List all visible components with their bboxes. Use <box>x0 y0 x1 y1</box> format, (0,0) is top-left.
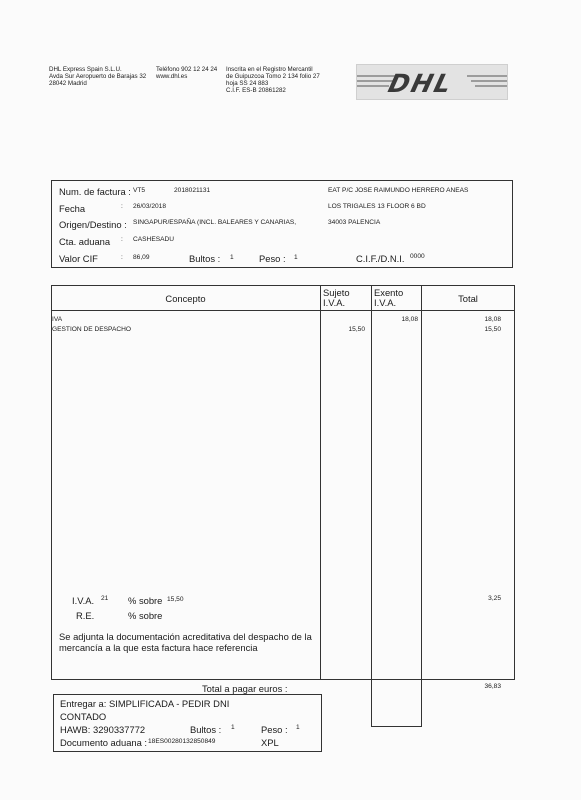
fecha-label: Fecha <box>59 203 86 214</box>
row-2-sujeto: 15,50 <box>348 326 365 333</box>
exento-bottom-line <box>371 726 422 727</box>
company-city: 28042 Madrid <box>49 80 87 87</box>
iva-sobre-value: 15,50 <box>167 596 184 603</box>
note-line-2: mercancía a la que esta factura hace referencia <box>59 642 258 653</box>
dhl-logo-text: DHL <box>385 69 457 98</box>
row-2-concepto: GESTION DE DESPACHO <box>52 326 132 333</box>
delivery-peso-value: 1 <box>296 724 300 731</box>
delivery-product: XPL <box>261 737 279 748</box>
invoice-number-code: VT5 <box>133 187 146 194</box>
registry-line-1: Inscrita en el Registro Mercantil <box>226 66 313 73</box>
row-1-total: 18,08 <box>484 316 501 323</box>
dhl-logo <box>356 64 508 100</box>
header-sujeto-1: Sujeto <box>323 287 350 298</box>
bultos-value: 1 <box>230 254 234 261</box>
iva-sobre-label: % sobre <box>128 595 163 606</box>
header-concepto: Concepto <box>165 293 206 304</box>
table-col-divider-exento <box>371 285 372 726</box>
iva-rate: 21 <box>101 595 109 602</box>
company-name: DHL Express Spain S.L.U. <box>49 66 122 73</box>
delivery-bultos-label: Bultos : <box>190 724 222 735</box>
delivery-line-2: CONTADO <box>60 711 107 722</box>
invoice-number-value: 2018021131 <box>174 187 211 194</box>
re-label: R.E. <box>76 610 95 621</box>
peso-value: 1 <box>294 254 298 261</box>
aduana-value: CASHESADU <box>133 236 175 243</box>
company-web: www.dhl.es <box>156 73 188 80</box>
registry-line-2: de Guipuzcoa Tomo 2 134 folio 27 <box>226 73 320 80</box>
origen-value: SINGAPUR/ESPAÑA (INCL. BALEARES Y CANARIAS, <box>133 219 297 226</box>
recipient-city: 34003 PALENCIA <box>328 219 381 226</box>
iva-label: I.V.A. <box>72 595 95 606</box>
peso-label: Peso : <box>259 253 286 264</box>
origen-label: Origen/Destino : <box>59 219 127 230</box>
valor-cif-value: 86,09 <box>133 254 150 261</box>
row-1-exento: 18,08 <box>401 316 418 323</box>
aduana-label: Cta. aduana <box>59 236 111 247</box>
re-sobre-label: % sobre <box>128 610 163 621</box>
recipient-street: LOS TRIGALES 13 FLOOR 6 BD <box>328 203 426 210</box>
header-sujeto-2: I.V.A. <box>323 297 346 308</box>
concept-table <box>51 285 515 680</box>
row-2-total: 15,50 <box>484 326 501 333</box>
header-exento-2: I.V.A. <box>374 297 397 308</box>
fecha-colon: : <box>121 203 123 210</box>
iva-total: 3,25 <box>488 595 501 602</box>
delivery-hawb: HAWB: 3290337772 <box>60 724 146 735</box>
total-label: Total a pagar euros : <box>202 683 288 694</box>
invoice-number-label: Num. de factura : <box>59 186 131 197</box>
valor-cif-label: Valor CIF <box>59 253 98 264</box>
row-1-concepto: IVA <box>52 316 63 323</box>
fecha-value: 26/03/2018 <box>133 203 167 210</box>
note-line-1: Se adjunta la documentación acreditativa del despacho de la <box>59 631 312 642</box>
bultos-label: Bultos : <box>189 253 221 264</box>
table-col-divider-sujeto <box>320 285 321 680</box>
delivery-line-1: Entregar a: SIMPLIFICADA - PEDIR DNI <box>60 698 230 709</box>
valor-cif-colon: : <box>121 254 123 261</box>
delivery-peso-label: Peso : <box>261 724 288 735</box>
company-phone: Teléfono 902 12 24 24 <box>156 66 218 73</box>
table-col-divider-total <box>421 285 422 726</box>
registry-line-4: C.I.F. ES-B 20861282 <box>226 87 286 94</box>
delivery-doc-value: 18ES00280132850849 <box>148 738 216 745</box>
table-header-divider <box>51 310 515 311</box>
company-address: Avda Sur Aeropuerto de Barajas 32 <box>49 73 147 80</box>
delivery-doc-label: Documento aduana : <box>60 737 148 748</box>
recipient-name: EAT P/C JOSE RAIMUNDO HERRERO ANEAS <box>328 187 469 194</box>
total-value: 36,83 <box>484 683 501 690</box>
aduana-colon: : <box>121 236 123 243</box>
header-exento-1: Exento <box>374 287 404 298</box>
header-total: Total <box>458 293 478 304</box>
registry-line-3: hoja SS 24 883 <box>226 80 269 87</box>
cif-dni-value: 0000 <box>410 253 425 260</box>
cif-dni-label: C.I.F./D.N.I. <box>356 253 405 264</box>
delivery-bultos-value: 1 <box>231 724 235 731</box>
